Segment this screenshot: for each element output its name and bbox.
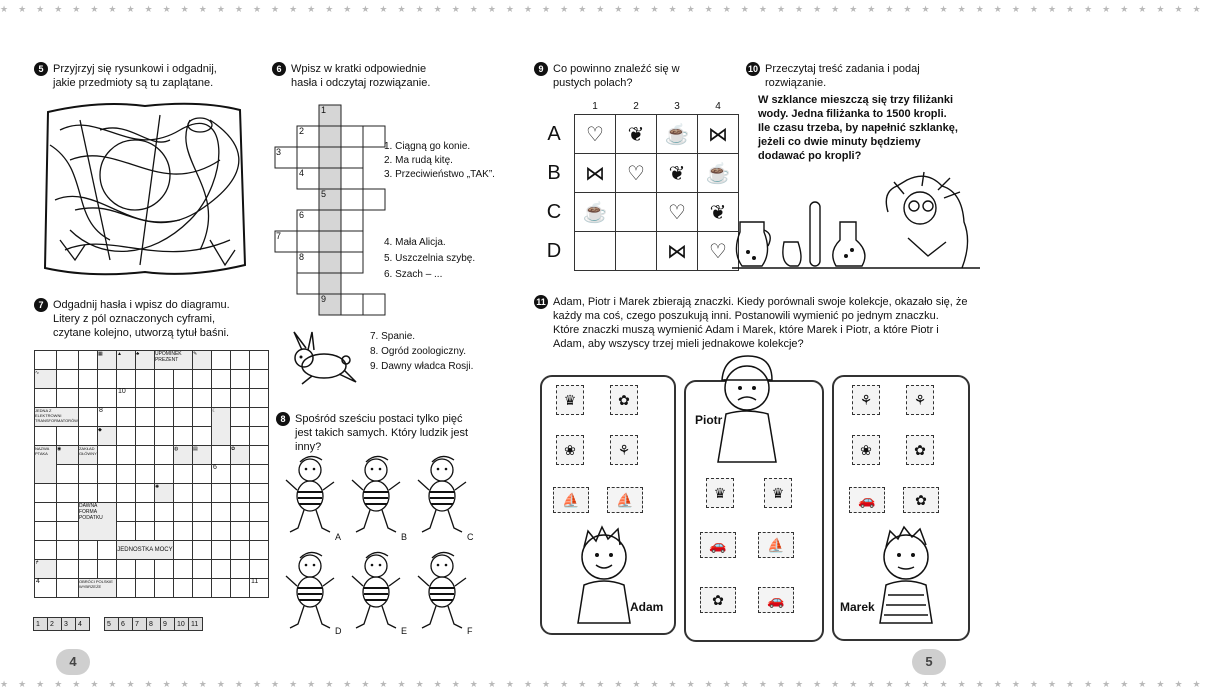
clue: 3. Przeciwieństwo „TAK”. (384, 169, 495, 180)
leaf-icon: ❦ (698, 193, 739, 232)
stamp-tulip-icon: ⚘ (610, 435, 638, 465)
answer-cell[interactable]: 1 (33, 617, 48, 631)
top-star-border: ★★★★★★★★★★★★★★★★★★★★★★★★★★★★★★★★★★★★★★★★★★★★★★★★★★★★★★★★★★★★★★★★★★★ (0, 4, 1211, 14)
marek-boy-illustration (870, 525, 944, 625)
grid-clue: JEDNA Z ELEKTROWNI TRANSFORMATORÓW (35, 408, 79, 427)
clue: 6. Szach – ... (384, 269, 443, 280)
clue: 4. Mała Alicja. (384, 237, 446, 248)
stamp-butterfly-icon: ❀ (852, 435, 880, 465)
heart-icon: ♡ (575, 115, 616, 154)
stamp-ship-icon: ⛵ (607, 487, 643, 513)
grid-clue: DAWNA FORMA PODATKU (78, 503, 116, 541)
task-number-badge: 9 (534, 62, 548, 76)
stamp-tulip-icon: ⚘ (852, 385, 880, 415)
crossword-number: 5 (321, 189, 327, 199)
stamp-queen-icon: ♛ (706, 478, 734, 508)
crossword-number: 9 (321, 294, 327, 304)
character-name: Marek (840, 600, 875, 614)
stamp-butterfly-icon: ❀ (556, 435, 584, 465)
answer-cell[interactable]: 8 (146, 617, 161, 631)
task-instruction: Wpisz w kratki odpowiednie hasła i odczytaj rozwiązanie. (291, 63, 431, 89)
crossword-7-diagram: ▦ ▲ ♣ UPOMINEK PREZENT ✎ ∿ 10 JEDNA Z ELEKTROWNI TRANSFORMATORÓW 8 ☾ ◆ NAZWA PTAKA ◉ ZAKŁAD GŁÓWNY ◍ ▤ ✿ 6 ✺ DAWNA FORMA PODATKU JEDNOSTKA MOCY ↱ 4 OBRÓCI POLSKIE WYBRZEŻE 11 (34, 350, 269, 598)
figure-label: B (401, 532, 408, 542)
candy-icon: ⋈ (575, 154, 616, 193)
stamp-queen-icon: ♛ (764, 478, 792, 508)
task-instruction: Co powinno znaleźć się w pustych polach? (553, 63, 680, 89)
stamp-ship-icon: ⛵ (758, 532, 794, 558)
character-name: Adam (630, 600, 664, 614)
stamp-car-icon: 🚗 (758, 587, 794, 613)
crossword-6-grid (272, 105, 382, 315)
stamp-tulip-icon: ⚘ (906, 385, 934, 415)
task-8 (276, 412, 481, 454)
stamp-flower-icon: ✿ (700, 587, 736, 613)
stamp-ship-icon: ⛵ (553, 487, 589, 513)
heart-icon: ♡ (698, 232, 739, 271)
crossword-number: 2 (299, 126, 305, 136)
answer-cell[interactable]: 6 (118, 617, 133, 631)
task-number-badge: 10 (747, 64, 758, 74)
cup-icon: ☕ (575, 193, 616, 232)
task-number-badge: 6 (272, 62, 286, 76)
stamp-flower-icon: ✿ (610, 385, 638, 415)
answer-cell[interactable]: 10 (174, 617, 189, 631)
column-label: 3 (674, 100, 680, 112)
cup-icon: ☕ (698, 154, 739, 193)
task-10 (746, 62, 976, 90)
stamp-queen-icon: ♛ (556, 385, 584, 415)
piotr-boy-illustration (710, 352, 784, 464)
stamp-flower-icon: ✿ (906, 435, 934, 465)
task-number-badge: 5 (34, 62, 48, 76)
task-number-badge: 11 (534, 295, 548, 309)
task-11 (534, 295, 974, 351)
answer-cell[interactable]: 4 (75, 617, 90, 631)
heart-icon: ♡ (616, 154, 657, 193)
character-name: Piotr (695, 413, 723, 427)
clue: 1. Ciągną go konie. (384, 141, 471, 152)
row-label: C (546, 200, 562, 223)
clue: 8. Ogród zoologiczny. (370, 346, 466, 357)
leaf-icon: ❦ (616, 115, 657, 154)
empty-cell[interactable] (616, 193, 657, 232)
grid-clue: NAZWA PTAKA (35, 446, 57, 484)
answer-cell[interactable]: 5 (104, 617, 119, 631)
grid-clue: ZAKŁAD GŁÓWNY (78, 446, 97, 465)
answer-cell[interactable]: 11 (188, 617, 203, 631)
answer-cell[interactable]: 9 (160, 617, 175, 631)
stamp-car-icon: 🚗 (849, 487, 885, 513)
pattern-grid (534, 98, 739, 271)
task-number-badge: 7 (34, 298, 48, 312)
task-instruction: Przyjrzyj się rysunkowi i odgadnij, jakie przedmioty są tu zaplątane. (53, 63, 217, 89)
task-instruction: Przeczytaj treść zadania i podaj rozwiązanie. (765, 63, 920, 89)
empty-cell[interactable] (616, 232, 657, 271)
task-number-badge: 8 (276, 412, 290, 426)
figure-label: F (467, 626, 473, 636)
task-instruction: Adam, Piotr i Marek zbierają znaczki. Kiedy porównali swoje kolekcje, okazało się, że każdy ma coś, czego poszukują inni. Postanowili wymienić po jednym znaczku. Które znaczki muszą wymienić Adam i Marek, które Marek i Piotr, a które Piotr i Adam, aby wszyscy trzej mieli jednakowe kolekcje? (553, 296, 968, 350)
cup-icon: ☕ (657, 115, 698, 154)
figure-label: E (401, 626, 408, 636)
heart-icon: ♡ (657, 193, 698, 232)
grid-clue: UPOMINEK PREZENT (154, 351, 192, 370)
task-instruction: Odgadnij hasła i wpisz do diagramu. Litery z pól oznaczonych cyframi, czytane kolejno, utworzą tytuł baśni. (53, 299, 230, 339)
column-label: 1 (592, 100, 598, 112)
row-label: D (546, 239, 562, 262)
grid-clue: OBRÓCI POLSKIE WYBRZEŻE (78, 579, 116, 598)
answer-cell[interactable]: 3 (61, 617, 76, 631)
clue: 9. Dawny władca Rosji. (370, 361, 474, 372)
six-figures-illustration (282, 452, 482, 637)
task-5 (34, 62, 244, 90)
grid-clue: JEDNOSTKA MOCY (116, 541, 173, 560)
page-number-right: 5 (912, 649, 946, 675)
task-instruction: Spośród sześciu postaci tylko pięć jest takich samych. Który ludzik jest inny? (295, 413, 469, 453)
task-7 (34, 298, 244, 340)
row-label: A (547, 122, 561, 145)
task-10-problem: W szklance mieszczą się trzy filiżanki wody. Jedna filiżanka to 1500 kropli. Ile czasu trzeba, by napełnić szklankę, jeżeli co dwie minuty będziemy dodawać po kropli? (758, 94, 958, 162)
candy-icon: ⋈ (657, 232, 698, 271)
crossword-number: 6 (299, 210, 305, 220)
bottom-star-border: ★★★★★★★★★★★★★★★★★★★★★★★★★★★★★★★★★★★★★★★★★★★★★★★★★★★★★★★★★★★★★★★★★★★ (0, 679, 1211, 689)
stamp-flower-icon: ✿ (903, 487, 939, 513)
crossword-number: 7 (276, 231, 282, 241)
leaf-icon: ❦ (657, 154, 698, 193)
candy-icon: ⋈ (698, 115, 739, 154)
figure-label: C (467, 532, 474, 542)
tangled-objects-drawing (40, 100, 250, 280)
clue: 5. Uszczelnia szybę. (384, 253, 476, 264)
answer-cell[interactable]: 2 (47, 617, 62, 631)
rabbit-illustration (284, 330, 364, 386)
clue: 2. Ma rudą kitę. (384, 155, 453, 166)
crossword-number: 4 (299, 168, 305, 178)
crossword-number: 1 (321, 105, 327, 115)
crossword-number: 3 (276, 147, 282, 157)
crossword-clues-4-6 (384, 236, 475, 282)
empty-cell[interactable] (575, 232, 616, 271)
clue: 7. Spanie. (370, 331, 416, 342)
row-label: B (547, 161, 561, 184)
crossword-clues-7-9 (370, 330, 473, 374)
task-9 (534, 62, 724, 90)
answer-cell[interactable]: 7 (132, 617, 147, 631)
figure-label: D (335, 626, 342, 636)
stamp-car-icon: 🚗 (700, 532, 736, 558)
adam-boy-illustration (566, 525, 640, 625)
column-label: 2 (633, 100, 639, 112)
scientist-illustration (732, 172, 980, 272)
fairy-tale-answer-row (34, 617, 203, 631)
task-6 (272, 62, 442, 90)
column-label: 4 (715, 100, 721, 112)
figure-label: A (335, 532, 342, 542)
page-number-left: 4 (56, 649, 90, 675)
crossword-clues-1-3 (384, 140, 495, 182)
crossword-number: 8 (299, 252, 305, 262)
